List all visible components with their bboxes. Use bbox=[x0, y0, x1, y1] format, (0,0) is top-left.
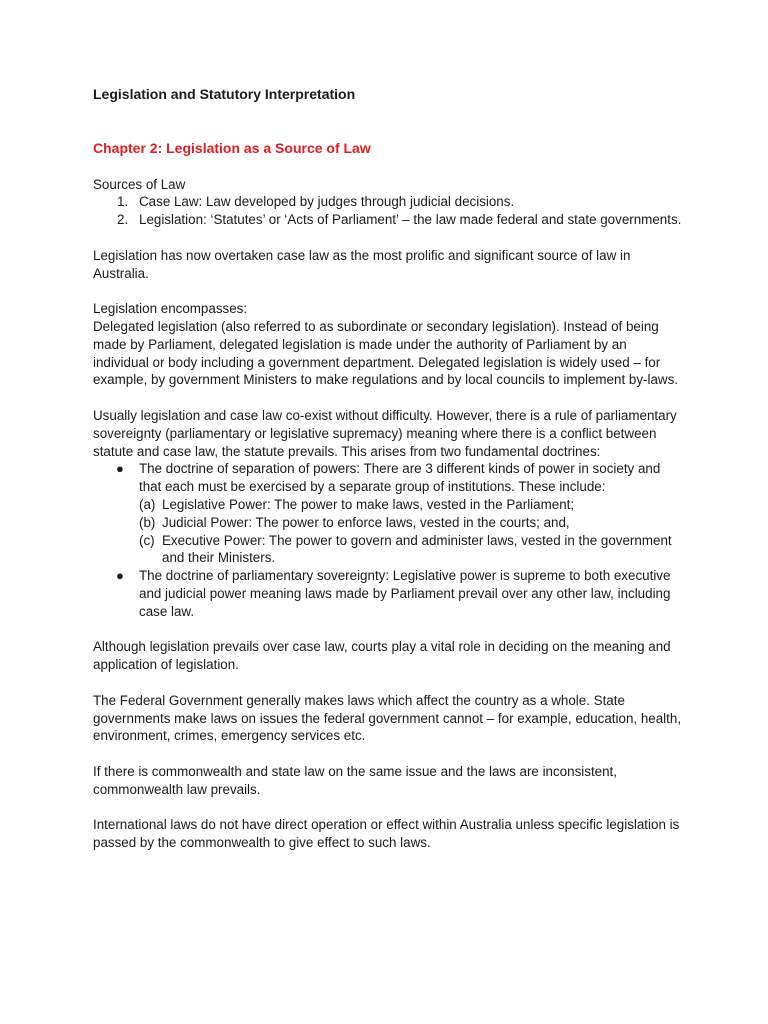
powers-list bbox=[139, 496, 683, 567]
list-item-text: Case Law: Law developed by judges through judicial decisions. bbox=[139, 194, 515, 210]
paragraph-commonwealth: If there is commonwealth and state law on the same issue and the laws are inconsistent, commonwealth law prevails. bbox=[93, 763, 618, 797]
list-number: 1. bbox=[117, 194, 129, 210]
paragraph-overtaken: Legislation has now overtaken case law as the most prolific and significant source of law in Australia. bbox=[93, 247, 631, 281]
doctrine-separation-text: The doctrine of separation of powers: There are 3 different kinds of power in society and that each must be exercised by a separate group of institutions. These include: bbox=[139, 461, 661, 495]
list-item-text: Executive Power: The power to govern and administer laws, vested in the government and their Ministers. bbox=[162, 532, 672, 566]
paragraph-sovereignty: Usually legislation and case law co-exist without difficulty. However, there is a rule of parliamentary sovereignty (parliamentary or legislative supremacy) meaning where there is a conflict between statute and case law, the statute prevails. This arises from two fundamental doctrines: bbox=[93, 407, 677, 459]
sources-list bbox=[93, 193, 683, 229]
doctrines-list bbox=[93, 460, 683, 620]
list-item-text: Judicial Power: The power to enforce laws, vested in the courts; and, bbox=[162, 514, 570, 530]
paragraph-federal: The Federal Government generally makes laws which affect the country as a whole. State governments make laws on issues the federal government cannot – for example, education, health, environment, crimes, emergency services etc. bbox=[93, 692, 682, 744]
list-item-text: Legislative Power: The power to make laws, vested in the Parliament; bbox=[162, 496, 575, 512]
doctrine-sovereignty-text: The doctrine of parliamentary sovereignty: Legislative power is supreme to both executive and judicial power meaning laws made by Parliament prevail over any other law, including case law. bbox=[139, 568, 671, 619]
sources-label: Sources of Law bbox=[93, 176, 186, 192]
paragraph-courts: Although legislation prevails over case law, courts play a vital role in deciding on the meaning and application of legislation. bbox=[93, 639, 671, 673]
list-letter: (c) bbox=[139, 532, 155, 548]
list-item bbox=[93, 211, 683, 229]
chapter-heading: Chapter 2: Legislation as a Source of Law bbox=[93, 139, 371, 156]
list-item-text: Legislation: ‘Statutes’ or ‘Acts of Parliament’ – the law made federal and state governments. bbox=[139, 212, 682, 228]
list-item bbox=[139, 514, 683, 532]
paragraph-delegated: Delegated legislation (also referred to as subordinate or secondary legislation). Instead of being made by Parliament, delegated legislation is made under the authority of Parliament by an individual or body including a government department. Delegated legislation is widely used – for example, by government Ministers to make regulations and by local councils to implement by-laws. bbox=[93, 318, 678, 388]
document-body bbox=[93, 86, 683, 852]
list-item bbox=[93, 567, 683, 620]
list-item bbox=[139, 532, 683, 568]
document-title: Legislation and Statutory Interpretation bbox=[93, 86, 356, 102]
list-number: 2. bbox=[117, 212, 129, 228]
list-item bbox=[93, 193, 683, 211]
list-item bbox=[93, 460, 683, 567]
list-letter: (a) bbox=[139, 496, 156, 512]
bullet-icon: ● bbox=[116, 568, 124, 584]
paragraph-international: International laws do not have direct operation or effect within Australia unless specific legislation is passed by the commonwealth to give effect to such laws. bbox=[93, 817, 680, 851]
encompasses-label: Legislation encompasses: bbox=[93, 301, 248, 317]
list-item bbox=[139, 496, 683, 514]
bullet-icon: ● bbox=[116, 461, 124, 477]
list-letter: (b) bbox=[139, 514, 156, 530]
